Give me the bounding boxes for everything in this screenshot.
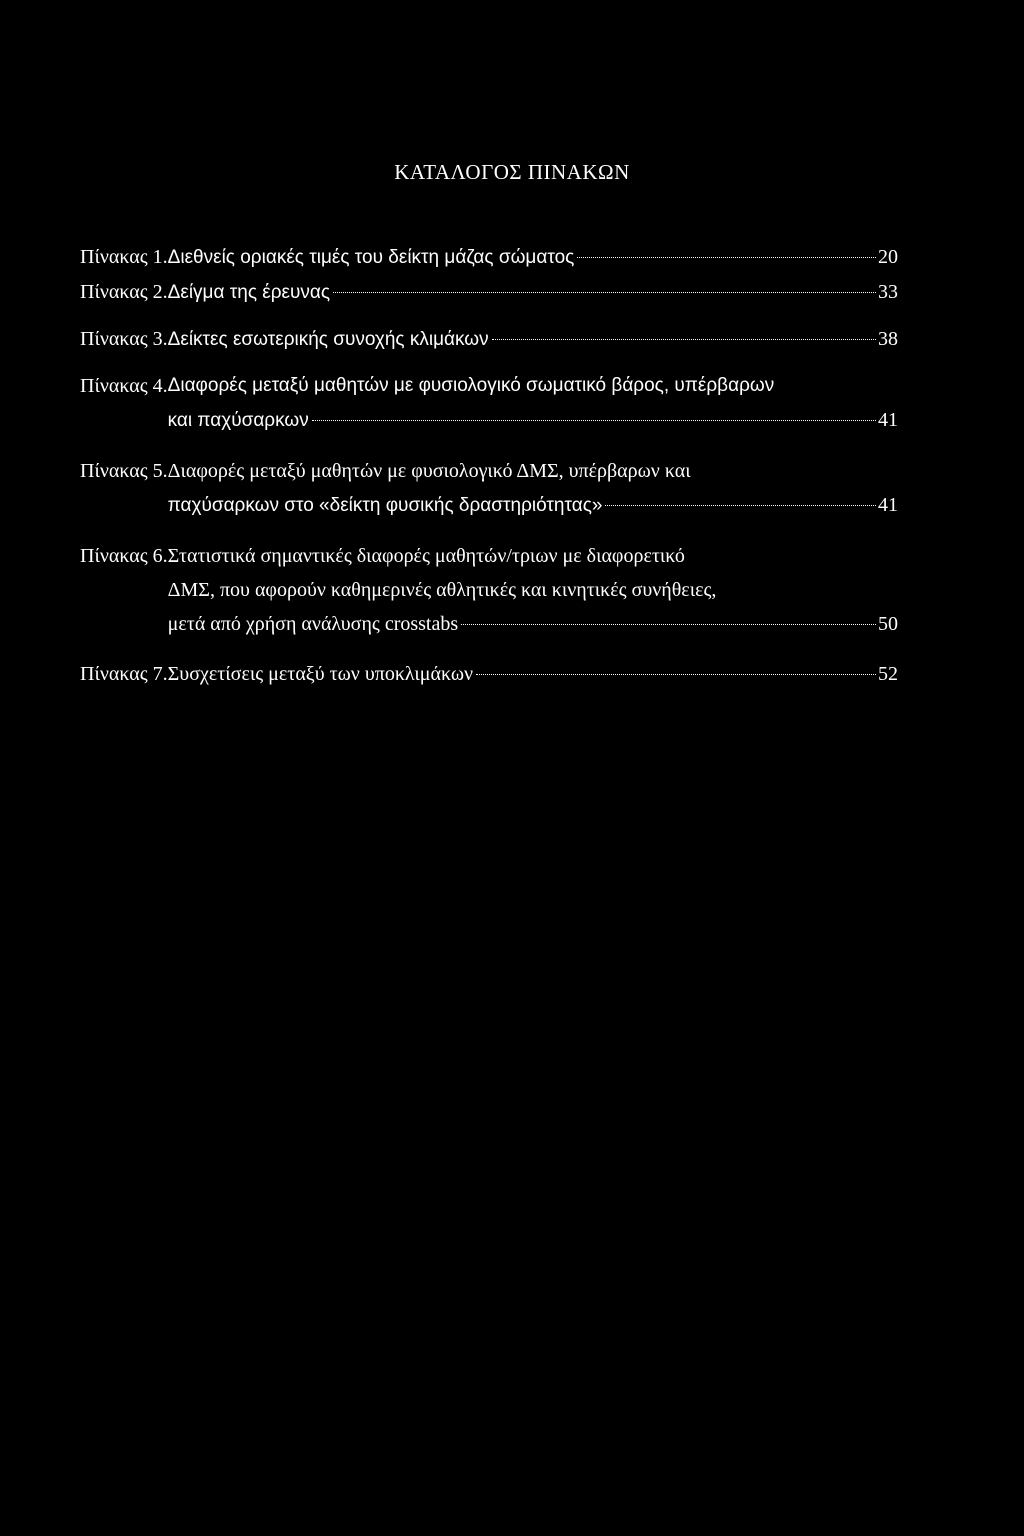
toc-entry-title: Διεθνείς οριακές τιμές του δείκτη μάζας σώματος (167, 247, 575, 268)
toc-entry-body (168, 275, 898, 310)
toc-entry-table-7 (80, 657, 898, 691)
toc-entry-label: Πίνακας 7. (80, 663, 168, 685)
toc-entry-table-5 (80, 454, 898, 523)
toc-entry-table-3 (80, 322, 898, 357)
toc-page-number: 41 (878, 494, 898, 516)
dot-leader (461, 624, 876, 625)
toc-entry-label: Πίνακας 1. (80, 246, 168, 268)
toc-entry-title: Δείκτες εσωτερικής συνοχής κλιμάκων (167, 329, 489, 350)
toc-entry-title: Στατιστικά σημαντικές διαφορές μαθητών/τριων με διαφορετικό (167, 545, 685, 567)
toc-entry-title: Συσχετίσεις μεταξύ των υποκλιμάκων (167, 663, 474, 685)
dot-leader (492, 339, 876, 340)
toc-entry-label: Πίνακας 3. (80, 328, 168, 350)
toc-entry-label: Πίνακας 6. (80, 545, 168, 567)
toc-entry-body (168, 369, 898, 438)
toc-entry-label: Πίνακας 4. (80, 375, 168, 397)
toc-entry-label: Πίνακας 5. (80, 460, 168, 482)
dot-leader (577, 257, 876, 258)
toc-entry-line (168, 322, 898, 357)
toc-entry-title: ΔΜΣ, που αφορούν καθημερινές αθλητικές και κινητικές συνήθειες, (167, 579, 717, 601)
toc-entry-table-2 (80, 275, 898, 310)
dot-leader (605, 505, 876, 506)
toc-entry-table-4 (80, 369, 898, 438)
toc-page-number: 38 (878, 328, 898, 350)
toc-entry-line (168, 369, 898, 403)
toc-entry-title: και παχύσαρκων (167, 410, 309, 431)
toc-entry-line (168, 454, 898, 488)
toc-entry-table-6 (80, 539, 898, 641)
toc-page-number: 50 (878, 613, 898, 635)
toc-entry-line (168, 657, 898, 691)
toc-page-number: 52 (878, 663, 898, 685)
dot-leader (333, 292, 876, 293)
toc-entry-body (168, 657, 898, 691)
page-title: ΚΑΤΑΛΟΓΟΣ ΠΙΝΑΚΩΝ (394, 160, 630, 184)
toc-entry-title: Διαφορές μεταξύ μαθητών με φυσιολογικό ΔΜΣ, υπέρβαρων και (167, 460, 691, 482)
toc-page-number: 20 (878, 246, 898, 268)
toc-entry-body (168, 240, 898, 275)
toc-entry-table-1 (80, 240, 898, 275)
toc-page-number: 33 (878, 281, 898, 303)
toc-entry-line (168, 573, 898, 607)
toc-entry-body (168, 454, 898, 523)
toc-entry-body (168, 539, 898, 641)
toc-entry-body (168, 322, 898, 357)
toc-entry-line (168, 607, 898, 641)
toc-entry-line (168, 539, 898, 573)
dot-leader (312, 420, 876, 421)
toc-entry-title: μετά από χρήση ανάλυσης crosstabs (167, 613, 459, 635)
dot-leader (476, 674, 876, 675)
toc-entry-line (168, 240, 898, 275)
toc-entry-line (168, 403, 898, 438)
toc-entry-title: Δείγμα της έρευνας (167, 282, 331, 303)
toc-entry-label: Πίνακας 2. (80, 281, 168, 303)
table-of-contents (80, 240, 898, 691)
toc-entry-line (168, 488, 898, 523)
toc-page-number: 41 (878, 409, 898, 431)
toc-entry-title: παχύσαρκων στο «δείκτη φυσικής δραστηριότητας» (167, 495, 603, 516)
toc-entry-line (168, 275, 898, 310)
toc-entry-title: Διαφορές μεταξύ μαθητών με φυσιολογικό σωματικό βάρος, υπέρβαρων (167, 375, 775, 396)
